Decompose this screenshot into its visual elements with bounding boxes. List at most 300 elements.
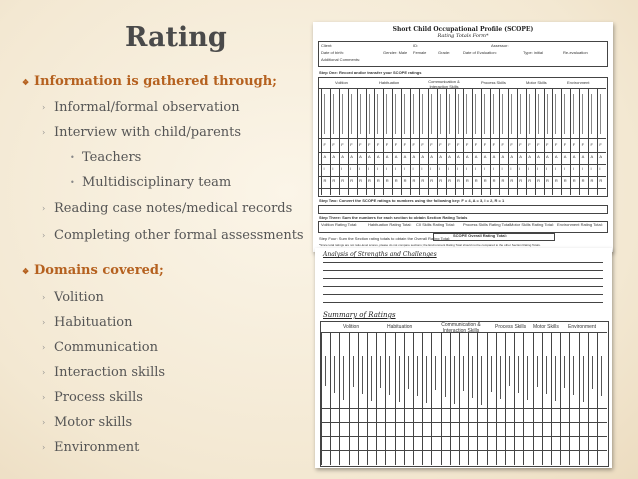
summary-column-rule [505,332,506,465]
rating-letter: R [376,178,380,183]
col-motor: Motor Skills [526,80,547,85]
summary-of-ratings-image [315,248,612,468]
rating-letter: R [421,178,425,183]
rating-letter: F [563,142,567,147]
summary-column-rule [395,332,396,465]
rating-letter: I [403,166,405,171]
step-two: Step Two: Convert the SCOPE ratings to numbers using the following key: F = 4, A = 3, I = 2, R = 1 [319,198,505,203]
summary-column-rule [349,332,350,465]
rating-letter: R [528,178,532,183]
rating-letter: R [412,178,416,183]
rating-column-rule [561,88,562,195]
item-label-stub [324,94,325,134]
analysis-line [323,286,603,287]
rating-column-rule [517,88,521,195]
rating-letter: I [510,166,512,171]
rating-column-rule [597,88,601,195]
bullet-icon: › [42,443,46,452]
field-id: ID: [413,43,419,48]
rating-letter: R [546,178,549,183]
item-label-stub [369,94,370,134]
rating-letter: A [430,154,433,159]
item-label-stub [386,94,387,134]
summary-column-rule [597,332,598,465]
rating-letter: F [359,142,362,147]
rating-letter: A [581,154,585,159]
summary-item-stub [334,356,335,393]
rating-letter: A [537,154,540,159]
rating-letter: R [403,178,407,183]
item-label-stub [458,94,459,134]
item-label-stub [351,94,352,134]
domain-item: › Volition [42,290,104,305]
footnote: *Since total ratings are not ratio-level scores, please do not compare sections; the Environment Rating Total should not be compared to the other Section Rating Totals. [319,243,541,247]
rating-letter: A [554,154,558,159]
bullet-icon: › [42,343,46,352]
col-environment: Environment [567,80,590,85]
summary-item-stub [583,356,584,402]
step-two-box [318,205,608,214]
col-habituation: Habituation [379,80,400,85]
info-heading: ❖ Information is gathered through; [22,74,277,89]
total-environment: Environment Rating Total: [557,222,603,227]
domain-item: › Communication [42,340,158,355]
rating-letter: A [439,154,442,159]
rating-letter: F [350,142,353,147]
rating-letter: A [519,154,522,159]
rating-column-rule [357,88,361,195]
summary-column-rule [422,332,423,465]
domain-item: › Motor skills [42,415,133,430]
domain-item: › Interaction skills [42,365,166,380]
rating-letter: F [421,142,424,147]
analysis-line [323,262,603,263]
rating-letter: A [394,154,398,159]
field-date-eval: Date of Evaluation: [463,50,497,55]
item-label-stub [529,94,530,134]
rating-letter: F [590,142,593,147]
bullet-icon: › [42,103,46,112]
rating-letter: I [323,166,325,171]
col-communication: Communication & Interaction Skills [428,79,460,89]
summary-item-stub [417,356,418,396]
rating-column-rule [526,88,530,195]
summary-grid [320,321,609,467]
item-label-stub [342,94,343,134]
summary-item-stub [343,356,344,400]
grid-row-rule [318,138,606,139]
rating-letter: A [350,154,353,159]
grid-row-rule [318,152,606,153]
summary-heading: Summary of Ratings [323,311,396,319]
rating-letter: I [359,166,361,171]
field-reeval: Re-evaluation [563,50,588,55]
summary-col-habituation: Habituation [387,324,413,330]
bullet-icon: › [42,204,46,213]
rating-letter: I [465,166,468,171]
rating-letter: A [528,154,531,159]
rating-letter: A [412,154,416,159]
summary-item-stub [573,356,574,395]
item-label-stub [404,94,405,134]
domain-item: › Process skills [42,390,143,405]
field-type: Type: initial [523,50,544,55]
summary-col-volition: Volition [343,324,360,330]
rating-letter: I [430,166,432,171]
rating-letter: F [430,142,433,147]
domain-item: › Environment [42,440,140,455]
total-motor: Motor Skills Rating Total: [510,222,554,227]
rating-column-rule [330,88,334,195]
summary-item-stub [399,356,400,402]
grid-row-rule [318,88,606,89]
analysis-line [323,294,603,295]
summary-col-environment: Environment [568,324,597,330]
rating-column-rule [570,88,571,195]
rating-letter: A [359,154,362,159]
rating-column-rule [410,88,411,195]
rating-letter: F [332,142,335,147]
item-label-stub [475,94,476,134]
rating-column-rule [446,88,450,195]
item-label-stub [600,94,601,134]
item-label-stub [484,94,485,134]
total-habituation: Habituation Rating Total: [368,222,412,227]
summary-item-stub [527,356,528,400]
grid-row-rule [318,176,606,177]
rating-letter: I [528,166,530,171]
summary-item-stub [362,356,363,394]
summary-column-rule [413,332,414,465]
rating-column-rule [401,88,402,195]
rating-letter: I [448,166,450,171]
grid-row-rule [318,188,606,189]
rating-letter: F [439,142,442,147]
rating-letter: F [341,142,344,147]
rating-column-rule [579,88,580,195]
summary-row-rule [320,332,607,333]
rating-letter: F [581,142,585,147]
rating-letter: I [546,166,548,171]
summary-column-rule [560,332,561,465]
rating-letter: F [474,142,478,147]
item-label-stub [502,94,503,134]
summary-column-rule [330,332,331,465]
bullet-icon: › [42,393,46,402]
rating-column-rule [552,88,553,195]
rating-letter: F [403,142,407,147]
rating-column-rule [339,88,343,195]
rating-letter: I [474,166,476,171]
analysis-line [323,302,603,303]
summary-column-rule [468,332,469,465]
rating-letter: R [341,178,345,183]
rating-letter: R [581,178,585,183]
rating-letter: R [572,178,576,183]
rating-letter: F [368,142,371,147]
rating-letter: R [332,178,336,183]
item-label-stub [547,94,548,134]
rating-letter: R [350,178,354,183]
item-label-stub [564,94,565,134]
summary-item-stub [564,356,565,388]
rating-column-rule [544,88,548,195]
summary-column-rule [542,332,543,465]
rating-letter: A [421,154,425,159]
rating-letter: A [572,154,576,159]
rating-letter: R [599,178,603,183]
rating-letter: R [457,178,460,183]
summary-item-stub [537,356,538,387]
summary-item-stub [463,356,464,391]
analysis-line [323,270,603,271]
summary-item-stub [325,356,326,386]
rating-letter: F [465,142,469,147]
analysis-line [323,278,603,279]
field-comments: Additional Comments: [321,57,361,62]
item-label-stub [449,94,450,134]
rating-letter: A [332,154,336,159]
summary-column-rule [523,332,524,465]
field-assessor: Assessor: [491,43,509,48]
summary-column-rule [579,332,580,465]
rating-letter: I [457,166,459,171]
item-label-stub [413,94,414,134]
domain-item: › Habituation [42,315,133,330]
bullet-icon: › [42,318,46,327]
summary-column-rule [321,332,322,465]
summary-item-stub [491,356,492,392]
rating-letter: R [537,178,540,183]
summary-column-rule [339,332,340,465]
rating-letter: F [457,142,460,147]
rating-letter: R [590,178,594,183]
grid-row-rule [318,164,606,165]
col-process: Process Skills [481,80,506,85]
rating-letter: F [528,142,531,147]
info-item: › Informal/formal observation [42,100,240,115]
rating-letter: F [599,142,602,147]
rating-letter: I [554,166,557,171]
summary-column-rule [496,332,497,465]
rating-letter: I [394,166,396,171]
rating-letter: F [394,142,398,147]
rating-column-rule [348,88,352,195]
step-four: Step Four: Sum the Section rating totals to obtain the Overall Rating Total: [319,236,451,241]
info-subitem: • Multidisciplinary team [70,175,232,190]
rating-letter: R [483,178,487,183]
rating-letter: F [519,142,522,147]
rating-letter: A [403,154,407,159]
summary-item-stub [353,356,354,387]
rating-letter: A [448,154,451,159]
rating-letter: I [501,166,503,171]
rating-column-rule [508,88,512,195]
step-one: Step One: Record and/or transfer your SCOPE ratings [319,70,422,75]
rating-column-rule [419,88,423,195]
rating-letter: A [492,154,496,159]
rating-column-rule [455,88,459,195]
summary-item-stub [408,356,409,389]
rating-letter: I [412,166,414,171]
rating-letter: A [341,154,344,159]
summary-column-rule [477,332,478,465]
summary-column-rule [358,332,359,465]
rating-letter: F [546,142,549,147]
step-three: Step Three: Sum the numbers for each section to obtain Section Rating Totals [319,215,468,220]
rating-letter: A [465,154,469,159]
item-label-stub [431,94,432,134]
rating-letter: F [448,142,451,147]
rating-letter: R [394,178,398,183]
summary-column-rule [404,332,405,465]
item-label-stub [582,94,583,134]
summary-item-stub [380,356,381,388]
item-label-stub [520,94,521,134]
rating-column-rule [588,88,589,195]
col-volition: Volition [335,80,348,85]
summary-item-stub [601,356,602,396]
bullet-icon: • [70,178,75,187]
summary-row-rule [320,408,607,409]
item-label-stub [333,94,334,134]
summary-item-stub [445,356,446,397]
rating-letter: A [368,154,371,159]
info-subitem: • Teachers [70,150,142,165]
rating-letter: F [483,142,487,147]
rating-letter: F [412,142,415,147]
total-process: Process Skills Rating Total: [463,222,512,227]
summary-column-rule [385,332,386,465]
item-label-stub [360,94,361,134]
total-cii: CII Skills Rating Total: [416,222,455,227]
rating-letter: A [590,154,594,159]
summary-item-stub [518,356,519,393]
rating-letter: R [439,178,443,183]
rating-letter: I [492,166,494,171]
rating-letter: I [519,166,521,171]
summary-item-stub [435,356,436,390]
bullet-icon: › [42,293,46,302]
slide-title: Rating [125,22,227,53]
domains-heading: ❖ Domains covered; [22,263,164,278]
rating-letter: R [510,178,514,183]
rating-letter: I [385,166,387,171]
summary-item-stub [389,356,390,395]
rating-letter: R [554,178,558,183]
summary-col-communication: Communication & Interaction Skills [441,322,481,334]
rating-letter: I [332,166,334,171]
rating-letter: A [546,154,549,159]
summary-col-motor: Motor Skills [533,324,559,330]
rating-letter: R [501,178,505,183]
info-item: › Completing other formal assessments [42,228,304,243]
rating-letter: I [483,166,485,171]
info-item: › Interview with child/parents [42,125,242,140]
rating-letter: F [376,142,380,147]
rating-letter: I [439,166,441,171]
bullet-icon: › [42,368,46,377]
scope-rating-form-image [313,22,613,252]
rating-letter: F [537,142,540,147]
rating-letter: A [501,154,505,159]
summary-item-stub [592,356,593,389]
field-client: Client: [321,43,333,48]
summary-column-rule [569,332,570,465]
rating-letter: F [554,142,558,147]
rating-letter: R [385,178,389,183]
summary-item-stub [426,356,427,403]
summary-row-rule [320,450,607,451]
rating-letter: R [323,178,327,183]
analysis-heading: Analysis of Strengths and Challenges [323,251,437,258]
item-label-stub [395,94,396,134]
rating-letter: I [572,166,574,171]
summary-row-rule [320,422,607,423]
rating-letter: I [341,166,343,171]
bullet-icon: › [42,418,46,427]
rating-letter: F [492,142,496,147]
rating-letter: F [501,142,504,147]
rating-letter: F [572,142,576,147]
rating-letter: I [581,166,583,171]
rating-letter: R [430,178,434,183]
summary-column-rule [441,332,442,465]
field-grade: Grade: [438,50,451,55]
field-female: Female [413,50,427,55]
rating-column-rule [490,88,491,195]
summary-item-stub [371,356,372,401]
rating-letter: A [510,154,514,159]
rating-letter: R [492,178,496,183]
rating-letter: A [457,154,460,159]
rating-column-rule [499,88,500,195]
rating-letter: I [376,166,379,171]
summary-row-rule [320,436,607,437]
rating-letter: F [510,142,513,147]
summary-column-rule [459,332,460,465]
overall-label: SCOPE Overall Rating Total: [453,233,507,238]
rating-column-rule [366,88,370,195]
bullet-icon: ❖ [22,265,30,276]
item-label-stub [440,94,441,134]
summary-column-rule [450,332,451,465]
rating-letter: I [368,166,370,171]
item-label-stub [591,94,592,134]
summary-col-process: Process Skills [495,324,527,330]
summary-column-rule [551,332,552,465]
rating-letter: F [323,142,326,147]
summary-item-stub [509,356,510,386]
rating-column-rule [481,88,482,195]
field-gender: Gender: Male [383,50,408,55]
rating-letter: R [465,178,469,183]
rating-letter: A [599,154,603,159]
rating-letter: I [537,166,539,171]
summary-item-stub [472,356,473,398]
summary-column-rule [487,332,488,465]
summary-column-rule [514,332,515,465]
summary-item-stub [454,356,455,404]
summary-item-stub [481,356,482,405]
summary-column-rule [367,332,368,465]
rating-letter: R [563,178,567,183]
summary-item-stub [500,356,501,399]
rating-letter: I [599,166,601,171]
field-dob: Date of birth: [321,50,344,55]
rating-letter: A [385,154,389,159]
item-label-stub [573,94,574,134]
